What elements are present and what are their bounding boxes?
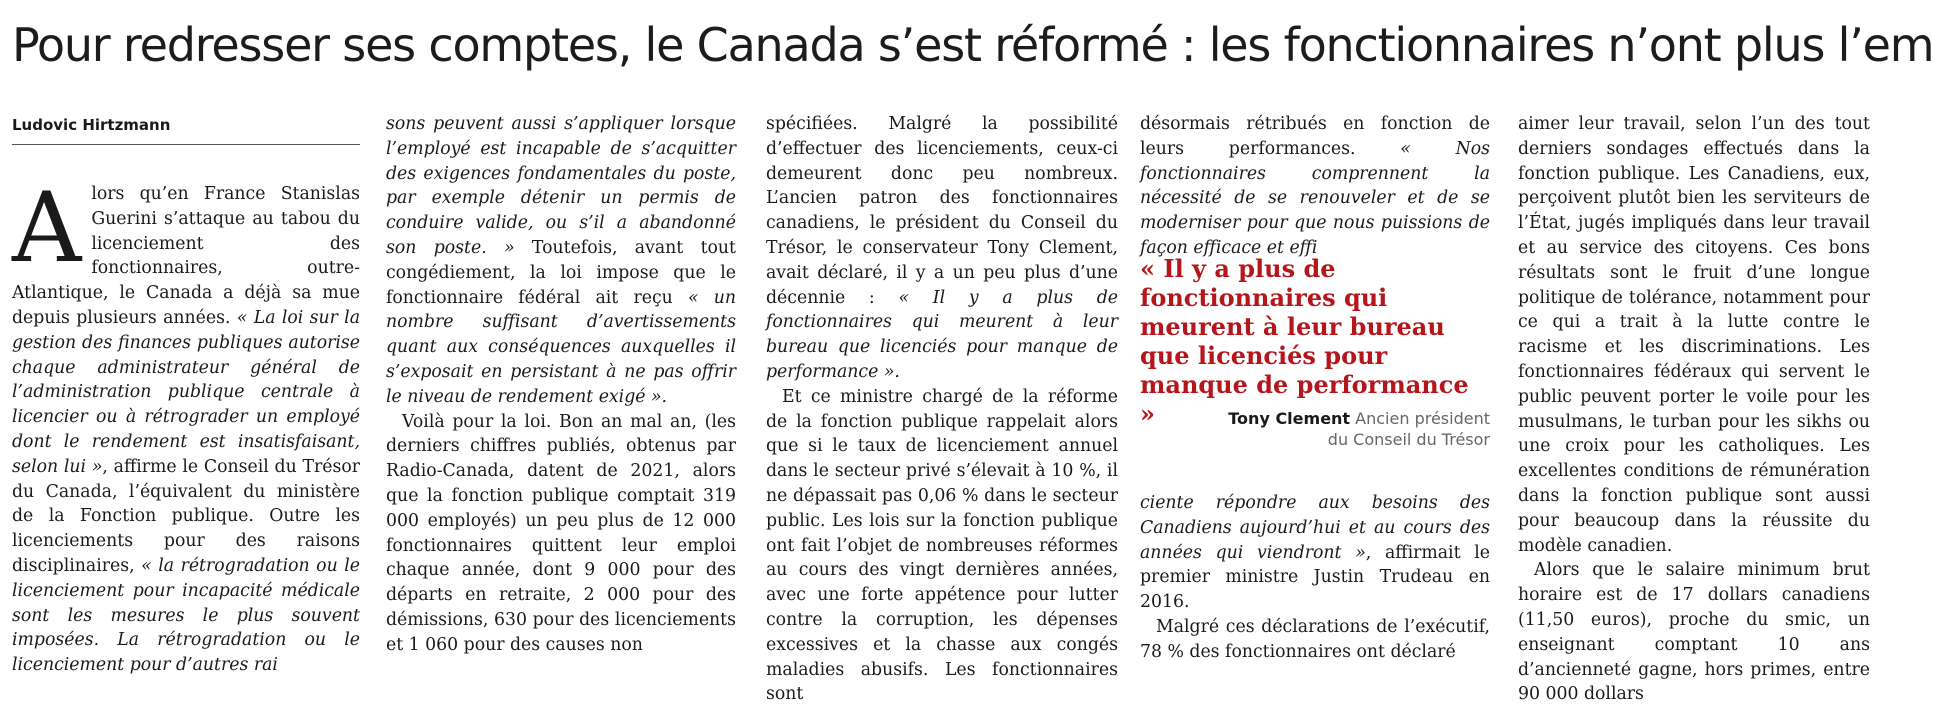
byline: Ludovic Hirtzmann: [12, 116, 171, 134]
pull-quote: « Il y a plus de fonctionnaires qui meurent à leur bureau que licenciés pour manque de performance »: [1140, 254, 1469, 428]
column-2: [386, 112, 737, 655]
byline-rule: [12, 144, 360, 145]
column-4-top: [1140, 112, 1490, 258]
paragraph: désormais rétribués en fonction de leurs performances. « Nos fonctionnaires comprennent la nécessité de se renouveler et de se moderniser pour que nous puissions de façon efficace et effi: [1140, 114, 1490, 258]
paragraph: Malgré ces déclarations de l’exécutif, 78 % des fonctionnaires ont déclaré: [1140, 616, 1490, 662]
paragraph: Et ce ministre chargé de la réforme de la fonction publique rappelait alors que si le taux de licenciement annuel dans le secteur privé s’élevait à 10 %, il ne dépassait pas 0,06 % dans le secteur public. Les lois sur la fonction publique ont fait l’objet de nombreuses réformes au cours des vingt dernières années, avec une forte appétence pour lutter contre la corruption, les dépenses excessives et la chasse aux congés maladies abusifs. Les fonctionnaires sont: [766, 386, 1118, 705]
pull-quote-attribution: [1140, 408, 1490, 450]
paragraph: aimer leur travail, selon l’un des tout derniers sondages effectués dans la fonction publique. Les Canadiens, eux, perçoivent plutôt bien les serviteurs de l’État, jugés impliqués dans leur travail et au service des citoyens. Ces bons résultats sont le fruit d’une longue politique de tolérance, notamment pour ce qui a trait à la lutte contre le racisme et les discriminations. Les fonctionnaires fédéraux qui servent le public peuvent porter le voile pour les musulmans, le turban pour les sikhs ou une croix pour les catholiques. Les excellentes conditions de rémunération dans la fonction publique sont aussi pour beaucoup dans la réussite du modèle canadien.: [1518, 114, 1870, 556]
drop-cap: A: [12, 172, 82, 284]
paragraph: sons peuvent aussi s’appliquer lorsque l’employé est incapable de s’acquitter des exigences fondamentales du poste, par exemple détenir un permis de conduire valide, ou s’il a abandonné son poste. » Toutefois, avant tout congédiement, la loi impose que le fonctionnaire fédéral ait reçu « un nombre suffisant d’avertissements quant aux conséquences auxquelles il s’exposait en persistant à ne pas offrir le niveau de rendement exigé ».: [386, 114, 737, 407]
paragraph: spécifiées. Malgré la possibilité d’effectuer des licenciements, ceux-ci demeurent donc peu nombreux. L’ancien patron des fonctionnaires canadiens, le président du Conseil du Trésor, le conservateur Tony Clement, avait déclaré, il y a un peu plus d’une décennie : « Il y a plus de fonctionnaires qui meurent à leur bureau que licenciés pour manque de performance ».: [766, 114, 1118, 382]
pull-quote-author-role-2: du Conseil du Trésor: [1327, 430, 1490, 449]
headline: Pour redresser ses comptes, le Canada s’est réformé : les fonctionnaires n’ont plus l’em: [12, 18, 1933, 72]
paragraph: Alors que le salaire minimum brut horaire est de 17 dollars canadiens (11,50 euros), proche du smic, un enseignant comptant 10 ans d’ancienneté gagne, hors primes, entre 90 000 dollars: [1518, 560, 1870, 705]
pull-quote-author-name: Tony Clement: [1228, 409, 1351, 428]
pull-quote-author-role: Ancien président: [1355, 409, 1490, 428]
column-5: [1518, 112, 1870, 705]
column-3: [766, 112, 1118, 705]
paragraph: Alors qu’en France Stanislas Guerini s’attaque au tabou du licenciement des fonctionnaires, outre-Atlantique, le Canada a déjà sa mue depuis plusieurs années. « La loi sur la gestion des finances publiques autorise chaque administrateur général de l’administration publique centrale à licencier ou à rétrograder un employé dont le rendement est insatisfaisant, selon lui », affirme le Conseil du Trésor du Canada, l’équivalent du ministère de la Fonction publique. Outre les licenciements pour des raisons disciplinaires, « la rétrogradation ou le licenciement pour incapacité médicale sont les mesures le plus souvent imposées. La rétrogradation ou le licenciement pour d’autres rai: [12, 172, 361, 676]
column-4-bottom: [1140, 491, 1490, 662]
paragraph: ciente répondre aux besoins des Canadiens aujourd’hui et au cours des années qui viendront », affirmait le premier ministre Justin Trudeau en 2016.: [1140, 493, 1490, 613]
column-1: [12, 172, 361, 676]
paragraph: Voilà pour la loi. Bon an mal an, (les derniers chiffres publiés, obtenus par Radio-Canada, datent de 2021, alors que la fonction publique comptait 319 000 employés) un peu plus de 12 000 fonctionnaires quittent leur emploi chaque année, dont 9 000 pour des départs en retraite, 2 000 pour des démissions, 630 pour des licenciements et 1 060 pour des causes non: [386, 411, 736, 655]
